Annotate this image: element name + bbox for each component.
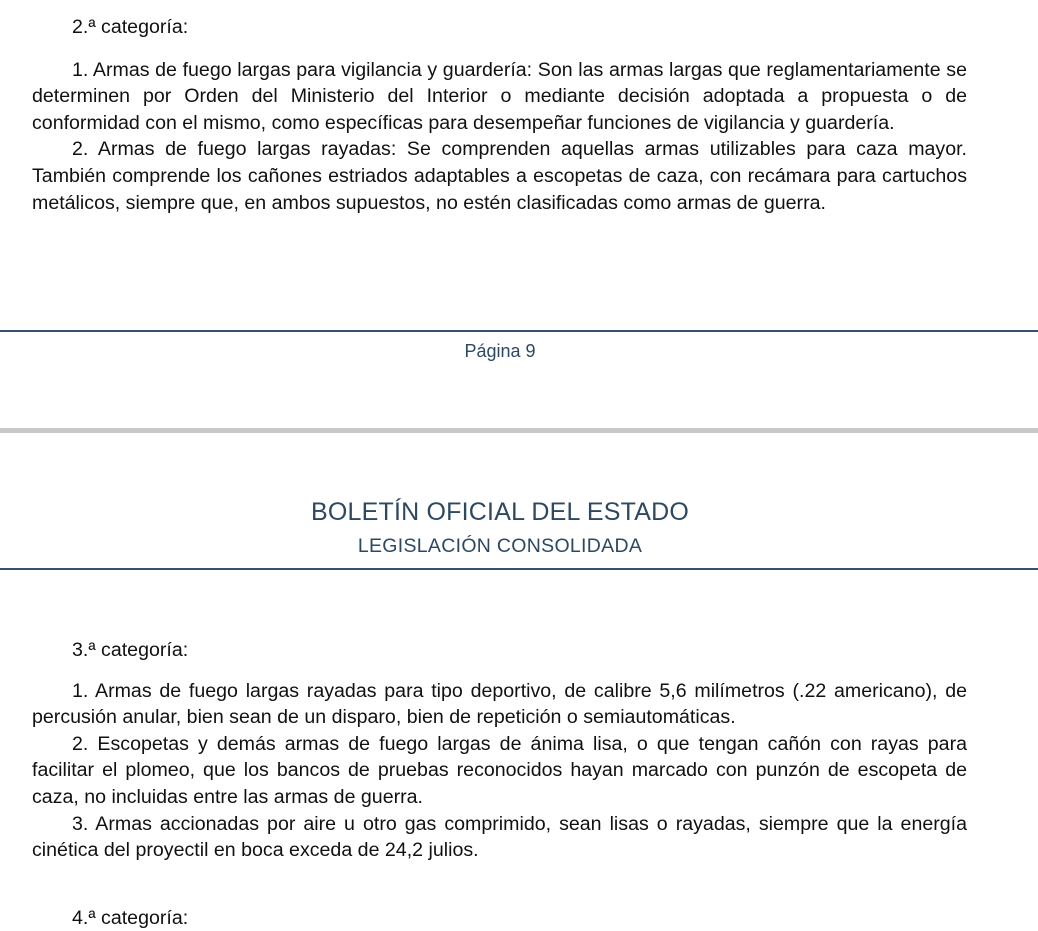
- category-3-item-1: 1. Armas de fuego largas rayadas para tipo deportivo, de calibre 5,6 milímetros (.22 americano), de percusión anular, bien sean de un disparo, bien de repetición o semiautomáticas.: [32, 679, 967, 729]
- category-2-heading: 2.ª categoría:: [72, 16, 189, 38]
- page-break-separator: [0, 428, 1038, 433]
- boe-masthead-title: BOLETÍN OFICIAL DEL ESTADO: [311, 498, 689, 526]
- boe-masthead-subtitle: LEGISLACIÓN CONSOLIDADA: [357, 535, 643, 557]
- category-4-heading-cutoff: 4.ª categoría:: [72, 907, 189, 929]
- category-3-item-3: 3. Armas accionadas por aire u otro gas comprimido, sean lisas o rayadas, siempre que la energía cinética del proyectil en boca exceda de 24,2 julios.: [32, 812, 967, 862]
- category-2-item-1: 1. Armas de fuego largas para vigilancia y guardería: Son las armas largas que reglamentariamente se determinen por Orden del Ministerio del Interior o mediante decisión adoptada a propuesta o de conformidad con el mismo, como específicas para desempeñar funciones de vigilancia y guardería.: [32, 58, 967, 134]
- page-number: Página 9: [464, 341, 536, 361]
- page-footer-divider: [0, 330, 1038, 332]
- category-2-item-2: 2. Armas de fuego largas rayadas: Se comprenden aquellas armas utilizables para caza mayor. También comprende los cañones estriados adaptables a escopetas de caza, con recámara para cartuchos metálicos, siempre que, en ambos supuestos, no estén clasificadas como armas de guerra.: [32, 138, 967, 214]
- category-3-item-2: 2. Escopetas y demás armas de fuego largas de ánima lisa, o que tengan cañón con rayas para facilitar el plomeo, que los bancos de pruebas reconocidos hayan marcado con punzón de escopeta de caza, no incluidas entre las armas de guerra.: [32, 732, 967, 808]
- previous-page-section: [32, 14, 967, 216]
- next-page-section: [32, 637, 967, 864]
- category-3-heading: 3.ª categoría:: [72, 639, 189, 661]
- masthead-divider: [0, 568, 1038, 570]
